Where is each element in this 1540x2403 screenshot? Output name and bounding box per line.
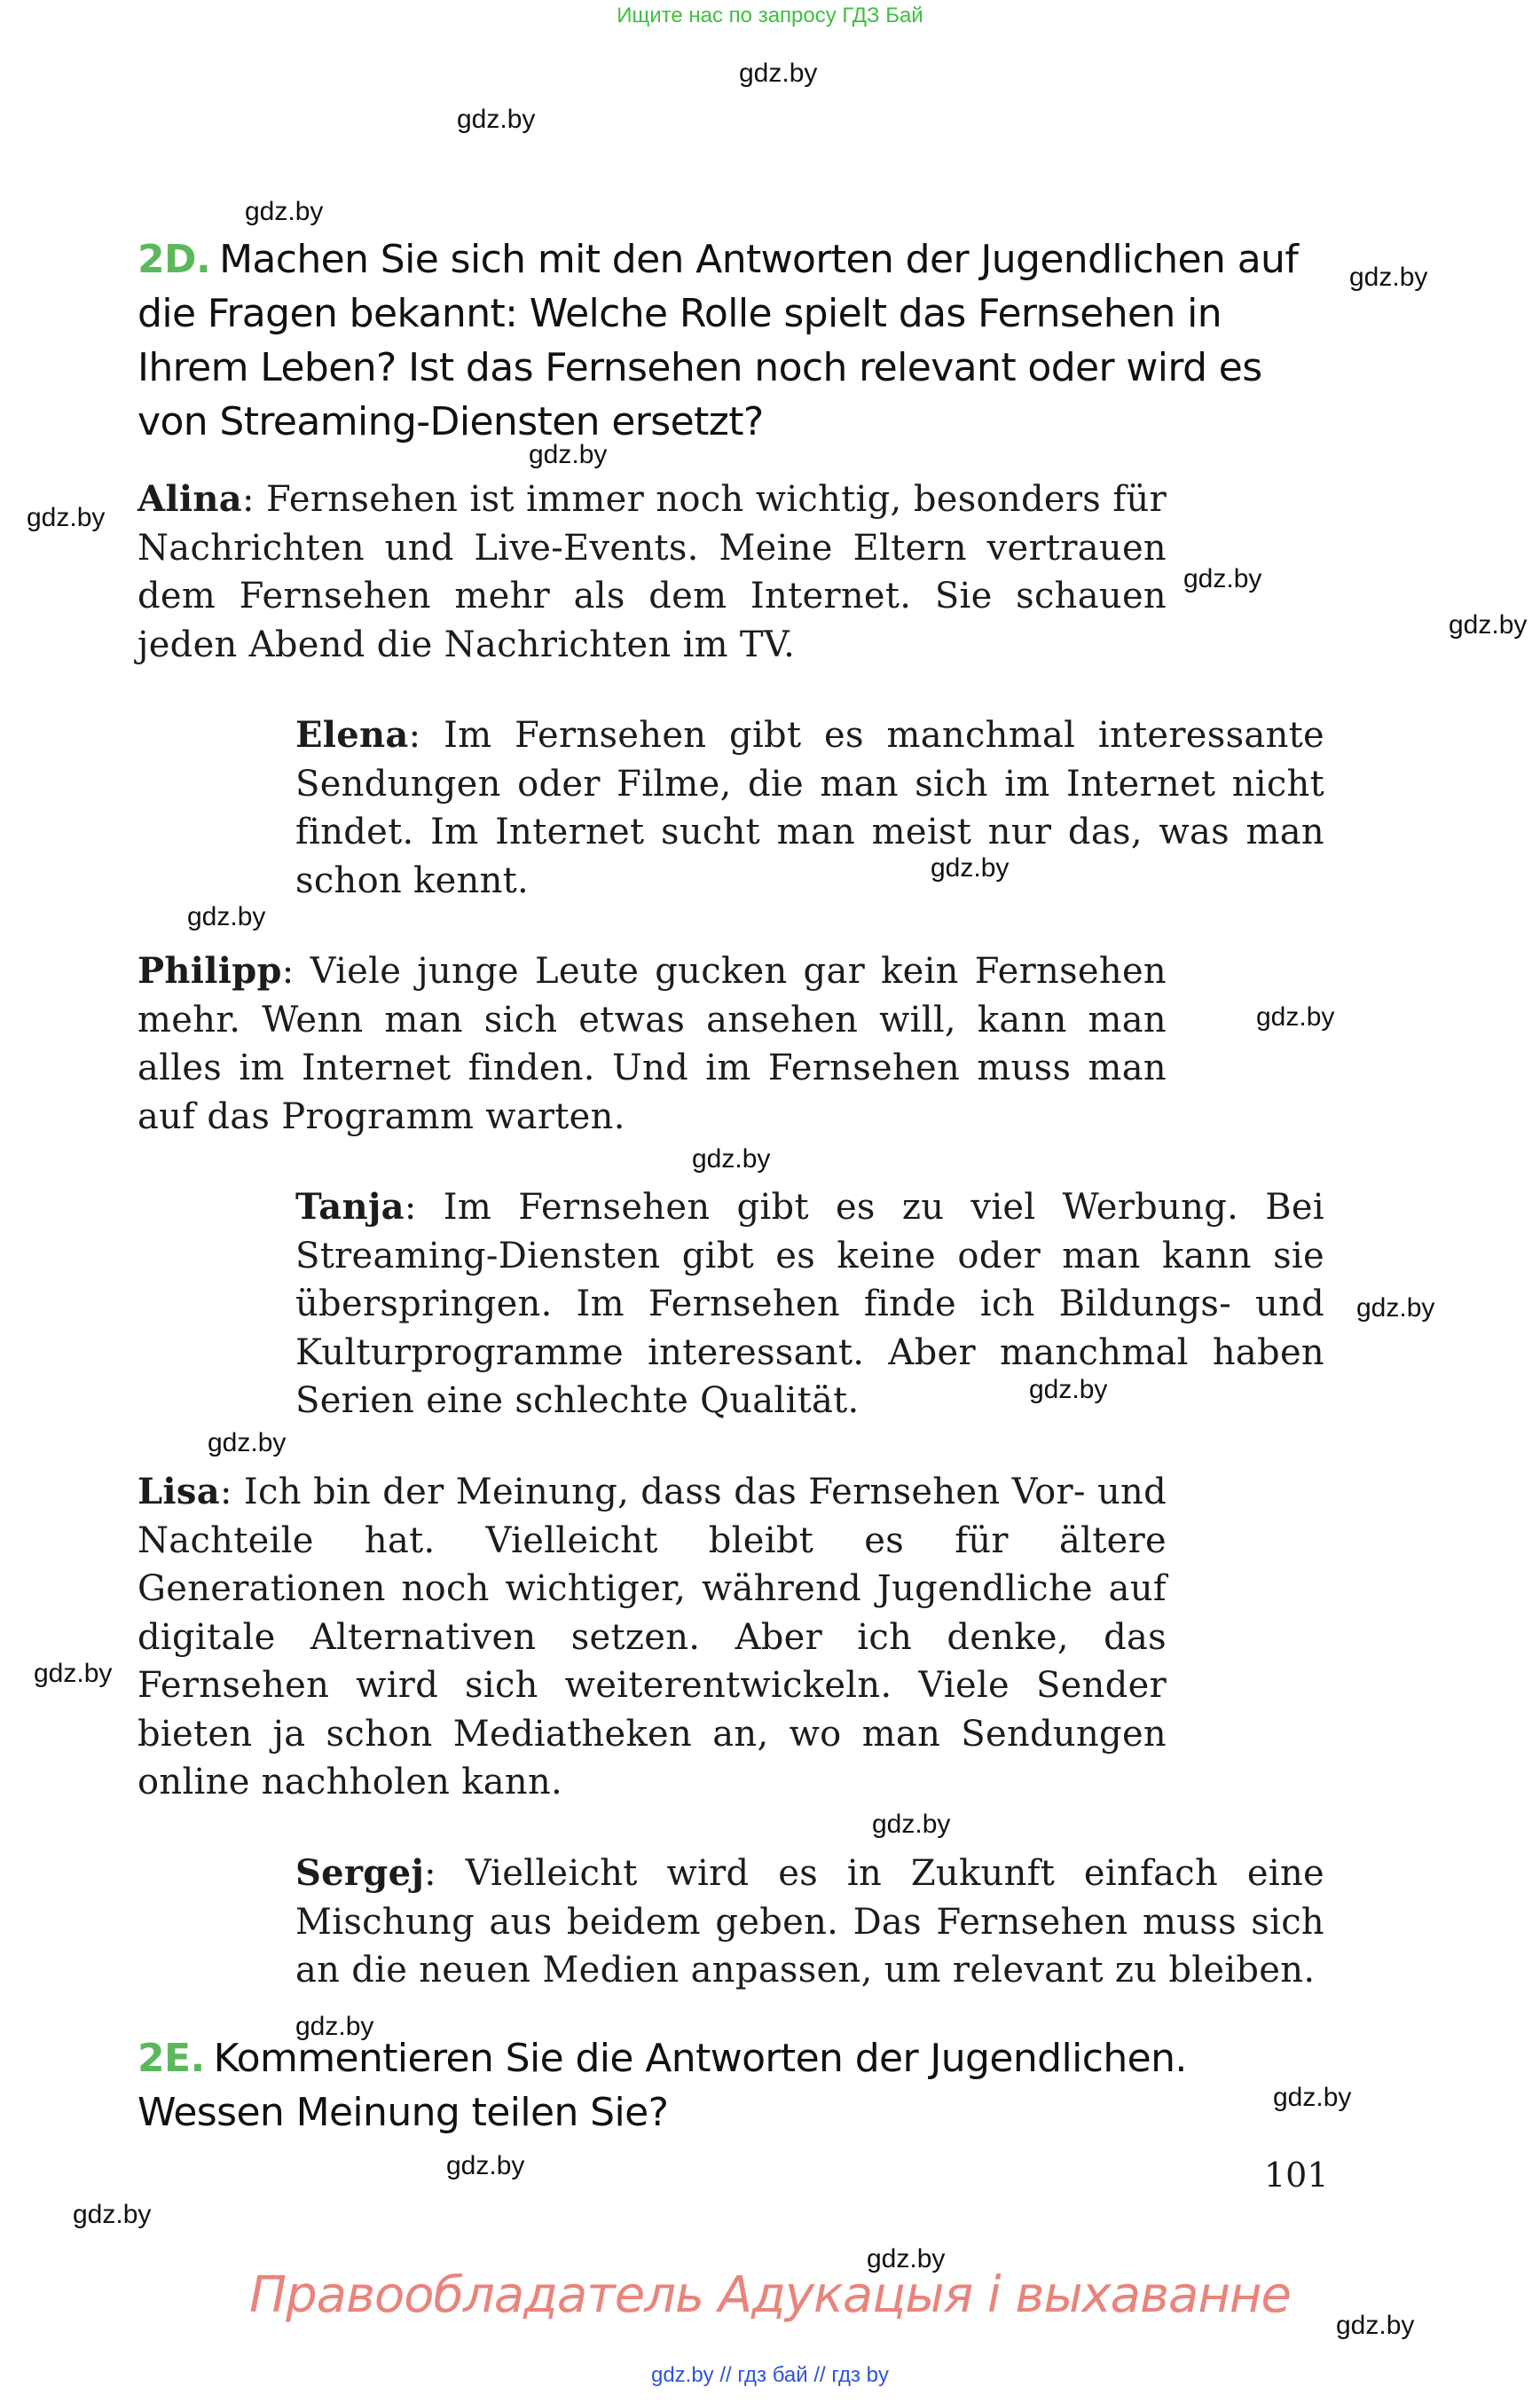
watermark: gdz.by xyxy=(529,440,608,469)
watermark: gdz.by xyxy=(1029,1375,1108,1404)
task-2d-number: 2D. xyxy=(138,237,211,282)
watermark: gdz.by xyxy=(295,2012,374,2041)
watermark: gdz.by xyxy=(1273,2083,1352,2112)
task-2d-text: Machen Sie sich mit den Antworten der Jugendlichen auf die Fragen bekannt: Welche Rolle spielt das Fernsehen in Ihrem Leben? Ist das Fernsehen noch relevant oder wird es von Streaming-Diensten ersetzt? xyxy=(138,237,1299,444)
answer-text: : Viele junge Leute gucken gar kein Fernsehen mehr. Wenn man sich etwas ansehen will, kann man alles im Internet finden. Und im Fernsehen muss man auf das Programm warten. xyxy=(138,951,1167,1137)
speaker-name: Elena xyxy=(295,714,409,756)
watermark: gdz.by xyxy=(187,902,266,931)
watermark: gdz.by xyxy=(1449,610,1528,640)
watermark: gdz.by xyxy=(245,197,324,226)
answer-philipp xyxy=(138,947,1167,1141)
watermark: gdz.by xyxy=(931,853,1010,883)
answer-text: : Im Fernsehen gibt es manchmal interessante Sendungen oder Filme, die man sich im Internet nicht findet. Im Internet sucht man meist nur das, was man schon kennt. xyxy=(295,715,1324,901)
answer-alina xyxy=(138,475,1167,669)
watermark: gdz.by xyxy=(692,1144,771,1174)
answer-text: : Vielleicht wird es in Zukunft einfach eine Mischung aus beidem geben. Das Fernsehen muss sich an die neuen Medien anpassen, um relevant zu bleiben. xyxy=(295,1853,1324,1991)
answer-text: : Fernsehen ist immer noch wichtig, besonders für Nachrichten und Live-Events. Meine Eltern vertrauen dem Fernsehen mehr als dem Internet. Sie schauen jeden Abend die Nachrichten im TV. xyxy=(138,479,1167,665)
watermark: gdz.by xyxy=(27,503,106,532)
speaker-name: Tanja xyxy=(295,1186,405,1228)
top-banner: Ищите нас по запросу ГДЗ Бай xyxy=(617,4,923,27)
watermark: gdz.by xyxy=(1183,564,1262,593)
watermark: gdz.by xyxy=(1349,263,1428,292)
watermark: gdz.by xyxy=(872,1810,951,1839)
task-2e-heading xyxy=(138,2031,1344,2140)
answer-sergej xyxy=(295,1849,1324,1995)
watermark: gdz.by xyxy=(73,2200,152,2229)
speaker-name: Alina xyxy=(138,478,242,520)
copyright-notice: Правообладатель Адукацыя і выхаванне xyxy=(248,2266,1291,2324)
answer-lisa xyxy=(138,1468,1167,1807)
task-2d-heading xyxy=(138,232,1326,449)
page-number: 101 xyxy=(1264,2156,1329,2195)
watermark: gdz.by xyxy=(1256,1002,1335,1032)
speaker-name: Sergej xyxy=(295,1852,425,1894)
speaker-name: Lisa xyxy=(138,1471,220,1512)
answer-text: : Ich bin der Meinung, dass das Fernsehen Vor- und Nachteile hat. Vielleicht bleibt es für ältere Generationen noch wichtiger, während Jugendliche auf digitale Alternativen setzen. Aber ich denke, das Fernsehen wird sich weiterentwickeln. Viele Sender bieten ja schon Mediatheken an, wo man Sendungen online nachholen kann. xyxy=(138,1472,1167,1802)
watermark: gdz.by xyxy=(457,105,536,134)
answer-text: : Im Fernsehen gibt es zu viel Werbung. Bei Streaming-Diensten gibt es keine oder man kann sie überspringen. Im Fernsehen finde ich Bildungs- und Kulturprogramme interessant. Aber manchmal haben Serien eine schlechte Qualität. xyxy=(295,1187,1324,1421)
bottom-links[interactable]: gdz.by // гдз бай // гдз by xyxy=(650,2363,890,2387)
answer-elena xyxy=(295,711,1324,905)
task-2e-text: Kommentieren Sie die Antworten der Jugendlichen. Wessen Meinung teilen Sie? xyxy=(138,2036,1187,2135)
task-2e-number: 2E. xyxy=(138,2036,205,2081)
watermark: gdz.by xyxy=(739,59,818,88)
watermark: gdz.by xyxy=(867,2244,946,2273)
watermark: gdz.by xyxy=(446,2151,525,2180)
speaker-name: Philipp xyxy=(138,950,282,992)
watermark: gdz.by xyxy=(208,1428,287,1457)
watermark: gdz.by xyxy=(1336,2311,1415,2340)
watermark: gdz.by xyxy=(1356,1293,1435,1323)
watermark: gdz.by xyxy=(34,1659,113,1688)
answer-tanja xyxy=(295,1183,1324,1425)
